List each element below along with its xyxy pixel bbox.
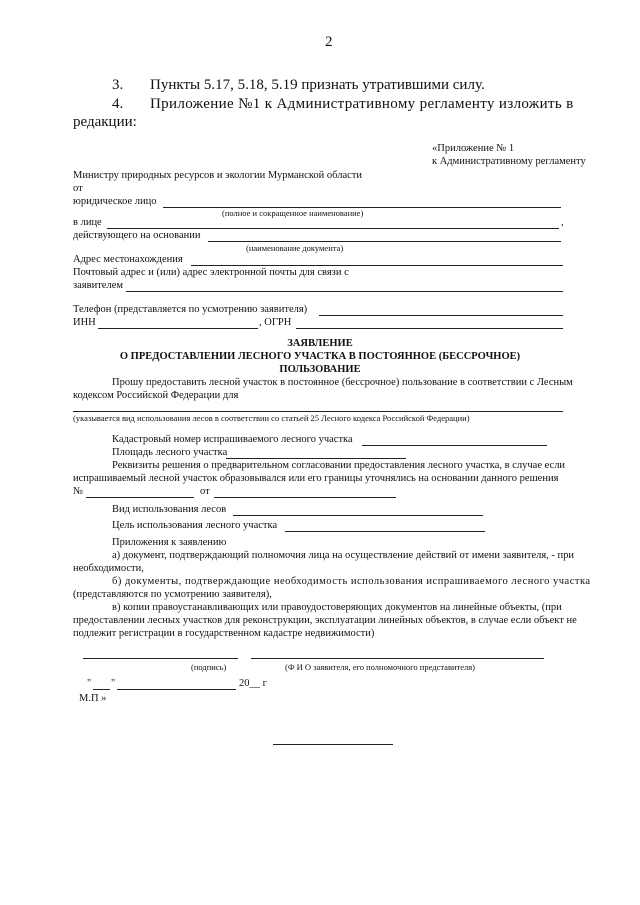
stamp-label: М.П » xyxy=(79,693,107,704)
phone-label: Телефон (представляется по усмотрению заявителя) xyxy=(73,304,308,315)
request-text: Прошу предоставить лесной участок в постоянное (бессрочное) пользование в соответствии с Лесным xyxy=(112,377,573,388)
cadastral-label: Кадастровый номер испрашиваемого лесного участка xyxy=(112,434,353,445)
address-label: Адрес местонахождения xyxy=(73,254,183,265)
area-field[interactable] xyxy=(226,458,406,459)
forest-use-field[interactable] xyxy=(233,515,483,516)
postal-label: Почтовый адрес и (или) адрес электронной почты для связи с xyxy=(73,267,349,278)
forest-usage-field[interactable] xyxy=(73,411,563,412)
date-month-field[interactable] xyxy=(117,689,236,690)
request-text-cont: кодексом Российской Федерации для xyxy=(73,390,239,401)
person-field[interactable] xyxy=(107,228,559,229)
form-title-subject-cont: ПОЛЬЗОВАНИЕ xyxy=(279,364,361,375)
full-name-field[interactable] xyxy=(251,658,544,659)
annex-regulation: к Административному регламенту xyxy=(432,156,586,167)
attachment-c: в) копии правоустанавливающих или правоудостоверяющих документов на линейные объекты, (при xyxy=(112,602,562,613)
signature-hint: (подпись) xyxy=(191,662,227,672)
postal-label-cont: заявителем xyxy=(73,280,124,291)
decision-number-label: № xyxy=(73,486,84,497)
legal-entity-label: юридическое лицо xyxy=(73,196,157,207)
from-label: от xyxy=(73,183,83,194)
attachment-b-cont: (представляются по усмотрению заявителя), xyxy=(73,589,272,600)
decision-date-label: от xyxy=(200,486,210,497)
attachment-c-cont-2: подлежит регистрации в государственном кадастре недвижимости) xyxy=(73,628,375,639)
inn-field[interactable] xyxy=(98,328,258,329)
form-title-subject: О ПРЕДОСТАВЛЕНИИ ЛЕСНОГО УЧАСТКА В ПОСТОЯННОЕ (БЕССРОЧНОЕ) xyxy=(119,351,521,362)
item-4-number: 4. xyxy=(112,96,124,112)
attachment-a: а) документ, подтверждающий полномочия лица на осуществление действий от имени заявителя, - при xyxy=(112,550,575,561)
postal-field[interactable] xyxy=(126,291,563,292)
decision-number-field[interactable] xyxy=(86,497,194,498)
page-number: 2 xyxy=(325,34,333,50)
person-comma: , xyxy=(561,217,564,228)
date-quote-open: " xyxy=(87,678,92,689)
ogrn-label: , ОГРН xyxy=(259,317,292,328)
form-title: ЗАЯВЛЕНИЕ xyxy=(287,338,353,349)
inn-label: ИНН xyxy=(73,317,96,328)
basis-label: действующего на основании xyxy=(73,230,201,241)
forest-use-label: Вид использования лесов xyxy=(112,504,227,515)
purpose-field[interactable] xyxy=(285,531,485,532)
date-quote-close: " xyxy=(111,678,116,689)
item-3-text: Пункты 5.17, 5.18, 5.19 признать утратившими силу. xyxy=(150,77,485,93)
basis-hint: (наименование документа) xyxy=(246,243,344,253)
attachment-b: б) документы, подтверждающие необходимость использования испрашиваемого лесного участка xyxy=(112,576,591,587)
attachment-c-cont: предоставлении лесных участков для реконструкции, эксплуатации линейных объектов, в случае если объект не xyxy=(73,615,577,626)
area-label: Площадь лесного участка xyxy=(112,447,228,458)
cadastral-field[interactable] xyxy=(362,445,547,446)
basis-field[interactable] xyxy=(208,241,561,242)
decision-text: Реквизиты решения о предварительном согласовании предоставления лесного участка, в случае если xyxy=(112,460,566,471)
item-4-continuation: редакции: xyxy=(73,114,137,130)
purpose-label: Цель использования лесного участка xyxy=(112,520,278,531)
item-3-number: 3. xyxy=(112,77,124,93)
full-name-hint: (Ф И О заявителя, его полномочного представителя) xyxy=(285,662,475,672)
legal-entity-hint: (полное и сокращенное наименование) xyxy=(222,208,364,218)
forest-usage-hint: (указывается вид использования лесов в соответствии со статьей 25 Лесного кодекса Российской Федерации) xyxy=(73,413,470,423)
attachments-heading: Приложения к заявлению xyxy=(112,537,227,548)
annex-label: «Приложение № 1 xyxy=(432,143,515,154)
person-label: в лице xyxy=(73,217,102,228)
address-field[interactable] xyxy=(191,265,563,266)
attachment-a-cont: необходимости, xyxy=(73,563,144,574)
closing-rule xyxy=(273,744,393,745)
decision-date-field[interactable] xyxy=(214,497,396,498)
date-year: 20__ г xyxy=(239,678,267,689)
ogrn-field[interactable] xyxy=(296,328,563,329)
addressee: Министру природных ресурсов и экологии Мурманской области xyxy=(73,170,363,181)
phone-field[interactable] xyxy=(319,315,563,316)
date-day-field[interactable] xyxy=(93,689,110,690)
decision-text-cont: испрашиваемый лесной участок образовывался или его границы уточнялись на основании данного решения xyxy=(73,473,559,484)
signature-field[interactable] xyxy=(83,658,238,659)
item-4-text: Приложение №1 к Административному регламенту изложить в xyxy=(150,96,574,112)
